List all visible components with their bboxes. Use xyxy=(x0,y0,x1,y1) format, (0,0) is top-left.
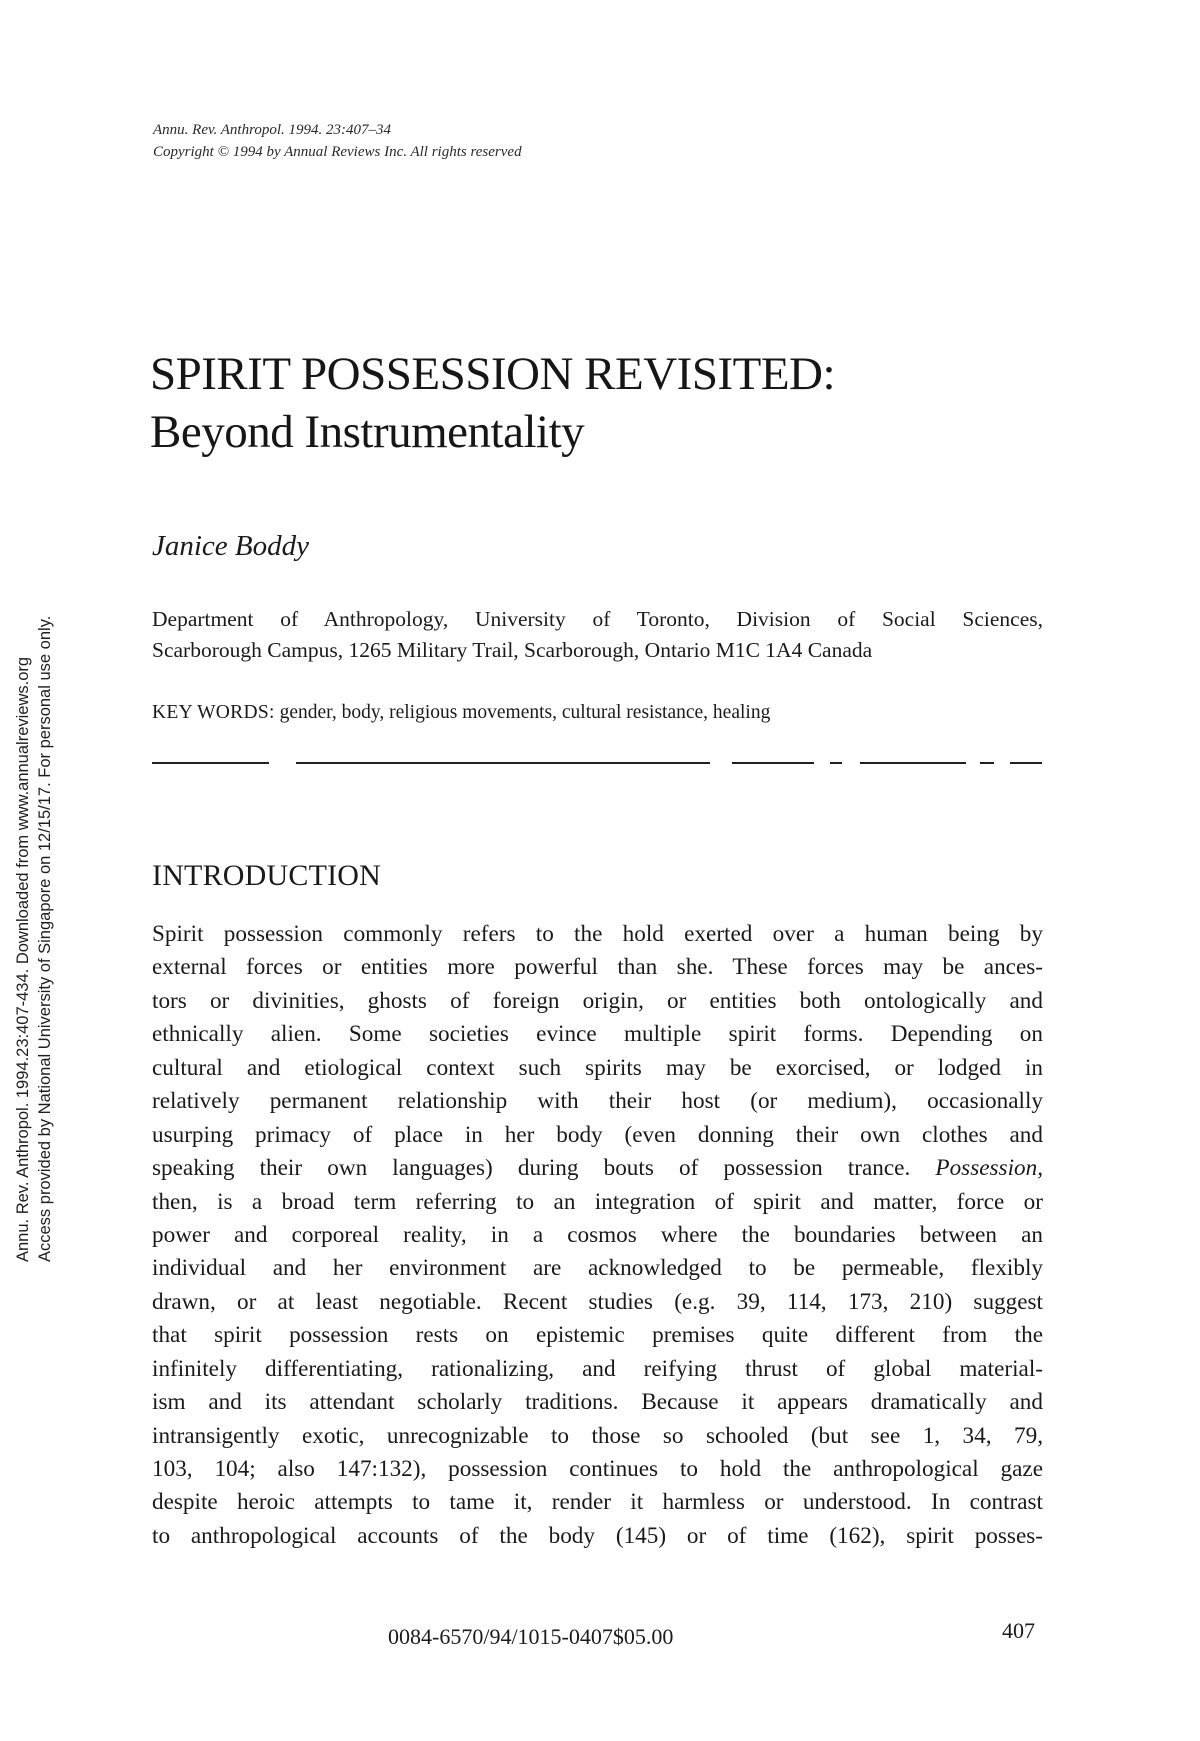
paragraph-line: ism and its attendant scholarly traditions. Because it appears dramatically and xyxy=(152,1389,1043,1416)
separator-rule-7 xyxy=(1010,762,1042,764)
paragraph-line: despite heroic attempts to tame it, render it harmless or understood. In contrast xyxy=(152,1489,1043,1516)
paragraph-line: 103, 104; also 147:132), possession continues to hold the anthropological gaze xyxy=(152,1456,1043,1482)
watermark-line-1: Annu. Rev. Anthropol. 1994.23:407-434. Downloaded from www.annualreviews.org xyxy=(14,656,32,1262)
paragraph-line: infinitely differentiating, rationalizing, and reifying thrust of global material- xyxy=(152,1355,1043,1382)
journal-citation: Annu. Rev. Anthropol. 1994. 23:407–34 xyxy=(153,122,392,138)
article-title xyxy=(150,345,835,461)
article-code: 0084-6570/94/1015-0407$05.00 xyxy=(388,1624,674,1649)
paragraph-line: intransigently exotic, unrecognizable to those so schooled (but see 1, 34, 79, xyxy=(152,1422,1043,1449)
paragraph-line: relatively permanent relationship with their host (or medium), occasionally xyxy=(152,1088,1043,1115)
paragraph-line: tors or divinities, ghosts of foreign origin, or entities both ontologically and xyxy=(152,987,1043,1014)
paragraph-text: speaking their own languages) during bouts of possession trance. xyxy=(152,1155,911,1182)
separator-rule-3 xyxy=(732,762,814,764)
keywords-terms: gender, body, religious movements, cultural resistance, healing xyxy=(279,702,771,723)
copyright-notice: Copyright © 1994 by Annual Reviews Inc. All rights reserved xyxy=(153,144,522,160)
separator-rule-1 xyxy=(152,762,269,764)
separator-rule-4 xyxy=(830,762,842,764)
separator-rule-2 xyxy=(296,762,710,764)
keywords-label: KEY WORDS: xyxy=(152,702,275,723)
download-watermark xyxy=(12,616,56,1262)
title-line-2: Beyond Instrumentality xyxy=(150,406,585,458)
watermark-line-2: Access provided by National University of Singapore on 12/15/17. For personal use only. xyxy=(36,615,54,1262)
author-affiliation xyxy=(152,604,1043,666)
introduction-paragraph xyxy=(152,918,1043,1553)
paragraph-line: external forces or entities more powerful than she. These forces may be ances- xyxy=(152,954,1043,981)
title-line-1: SPIRIT POSSESSION REVISITED: xyxy=(150,348,836,400)
paragraph-line: cultural and etiological context such spirits may be exorcised, or lodged in xyxy=(152,1054,1043,1081)
keywords xyxy=(152,700,770,726)
affiliation-line-1: Department of Anthropology, University of Toronto, Division of Social Sciences, xyxy=(152,607,1043,631)
paragraph-line: to anthropological accounts of the body (145) or of time (162), spirit posses- xyxy=(152,1522,1043,1549)
paragraph-line: Spirit possession commonly refers to the hold exerted over a human being by xyxy=(152,921,1043,947)
paragraph-line: power and corporeal reality, in a cosmos where the boundaries between an xyxy=(152,1221,1043,1248)
affiliation-line-2: Scarborough Campus, 1265 Military Trail, Scarborough, Ontario M1C 1A4 Canada xyxy=(152,638,873,662)
separator-rule-5 xyxy=(860,762,966,764)
paragraph-line: individual and her environment are acknowledged to be permeable, flexibly xyxy=(152,1255,1043,1282)
emphasized-term: Possession, xyxy=(935,1155,1043,1182)
paragraph-line: then, is a broad term referring to an integration of spirit and matter, force or xyxy=(152,1188,1043,1215)
paragraph-line: drawn, or at least negotiable. Recent studies (e.g. 39, 114, 173, 210) suggest xyxy=(152,1288,1043,1315)
journal-citation-header xyxy=(153,119,522,163)
section-heading-introduction: INTRODUCTION xyxy=(152,859,382,892)
paragraph-line: usurping primacy of place in her body (even donning their own clothes and xyxy=(152,1121,1043,1148)
author-name: Janice Boddy xyxy=(152,530,310,562)
paragraph-line: that spirit possession rests on epistemic premises quite different from the xyxy=(152,1322,1043,1349)
separator-rule-6 xyxy=(980,762,994,764)
paragraph-line xyxy=(152,1152,1043,1185)
paragraph-line: ethnically alien. Some societies evince multiple spirit forms. Depending on xyxy=(152,1021,1043,1048)
page-number: 407 xyxy=(1002,1618,1035,1643)
